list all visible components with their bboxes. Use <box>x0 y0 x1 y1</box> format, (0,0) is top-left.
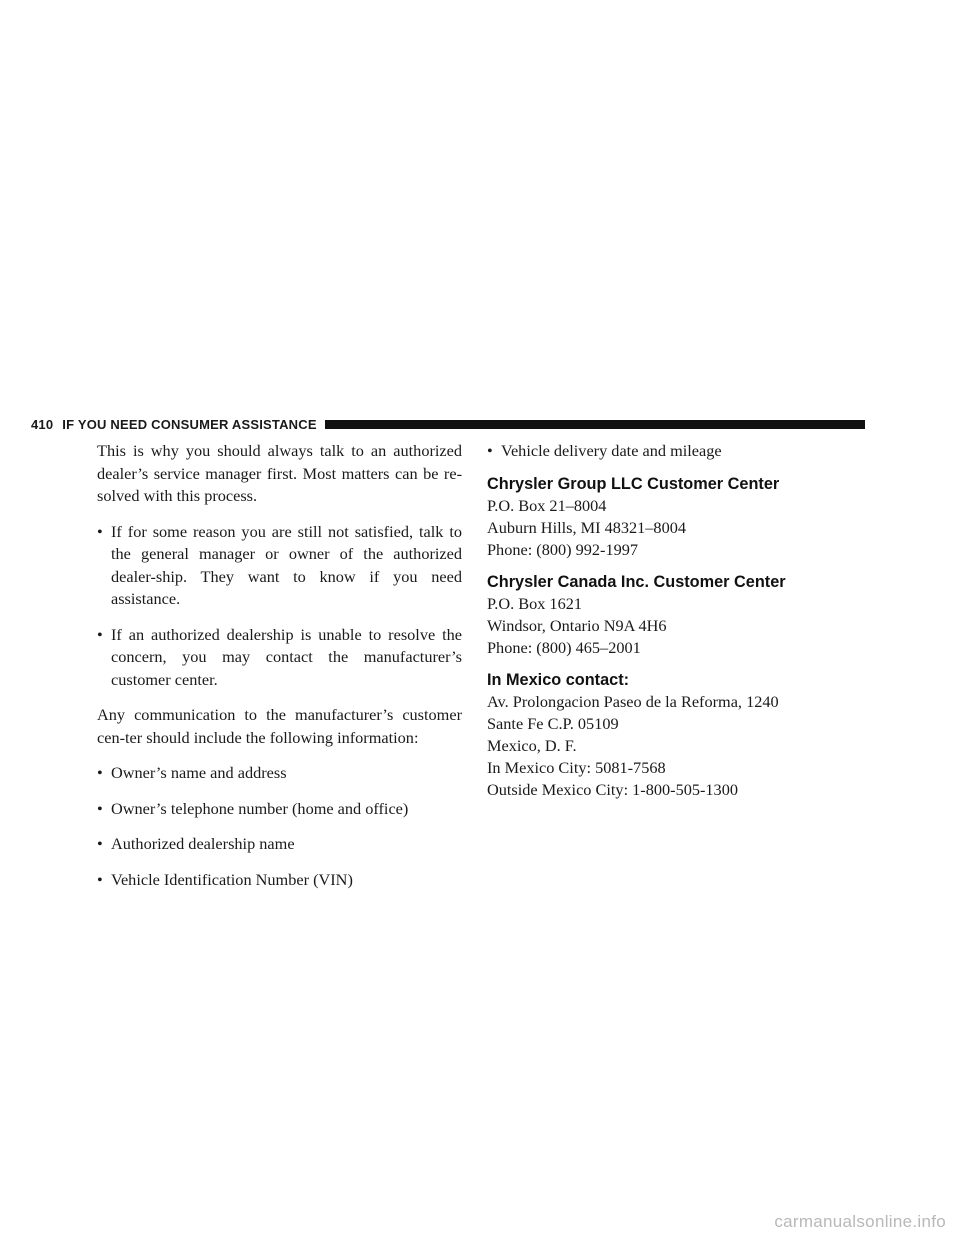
section-title: IF YOU NEED CONSUMER ASSISTANCE <box>62 416 317 432</box>
list-item <box>97 624 462 692</box>
address-line: Auburn Hills, MI 48321–8004 <box>487 517 686 537</box>
address-chrysler-group <box>487 495 867 561</box>
information-paragraph: Any communication to the manufacturer’s customer cen-ter should include the following information: <box>97 705 462 747</box>
section-heading-chrysler-group: Chrysler Group LLC Customer Center <box>487 474 780 493</box>
phone-line: Phone: (800) 992-1997 <box>487 539 639 559</box>
address-line: Av. Prolongacion Paseo de la Reforma, 1240 <box>487 691 779 711</box>
list-item <box>97 762 462 785</box>
watermark-link[interactable]: carmanualsonline.info <box>774 1212 946 1231</box>
bullet-icon: • <box>487 441 493 460</box>
header-rule <box>325 420 865 429</box>
address-mexico <box>487 691 867 801</box>
address-line: P.O. Box 1621 <box>487 593 582 613</box>
list-item-text: Vehicle Identification Number (VIN) <box>111 869 353 889</box>
list-item-text: Owner’s name and address <box>111 763 287 782</box>
phone-line: Phone: (800) 465–2001 <box>487 637 641 657</box>
information-list-continued <box>487 440 867 463</box>
list-item-text: Authorized dealership name <box>111 834 295 853</box>
address-chrysler-canada <box>487 593 867 659</box>
address-line: Mexico, D. F. <box>487 735 577 755</box>
address-line: P.O. Box 21–8004 <box>487 495 607 515</box>
list-item-text: Vehicle delivery date and mileage <box>501 441 722 460</box>
right-column <box>487 440 867 801</box>
phone-line: In Mexico City: 5081-7568 <box>487 757 666 777</box>
phone-line: Outside Mexico City: 1-800-505-1300 <box>487 779 738 799</box>
address-line: Sante Fe C.P. 05109 <box>487 713 619 733</box>
bullet-icon: • <box>97 869 103 889</box>
list-item-text: Owner’s telephone number (home and office) <box>111 798 409 818</box>
list-item-text: If for some reason you are still not satisfied, talk to the general manager or owner of the authorized dealer-ship. They want to know if you need assistance. <box>111 521 462 608</box>
address-line: Windsor, Ontario N9A 4H6 <box>487 615 667 635</box>
information-list <box>97 762 462 891</box>
escalation-list <box>97 521 462 692</box>
bullet-icon: • <box>97 834 103 853</box>
list-item <box>97 521 462 611</box>
bullet-icon: • <box>97 624 103 644</box>
list-item <box>97 869 462 892</box>
bullet-icon: • <box>97 798 103 818</box>
intro-paragraph: This is why you should always talk to an authorized dealer’s service manager first. Most matters can be re-solved with this process. <box>97 441 462 505</box>
page-number: 410 <box>31 416 54 432</box>
list-item <box>487 440 867 463</box>
bullet-icon: • <box>97 763 103 782</box>
list-item-text: If an authorized dealership is unable to resolve the concern, you may contact the manufacturer’s customer center. <box>111 624 462 689</box>
running-header <box>31 417 865 431</box>
section-heading-chrysler-canada: Chrysler Canada Inc. Customer Center <box>487 572 786 591</box>
section-heading-mexico: In Mexico contact: <box>487 670 630 689</box>
list-item <box>97 833 462 856</box>
left-column <box>97 440 462 891</box>
list-item <box>97 798 462 821</box>
bullet-icon: • <box>97 521 103 541</box>
